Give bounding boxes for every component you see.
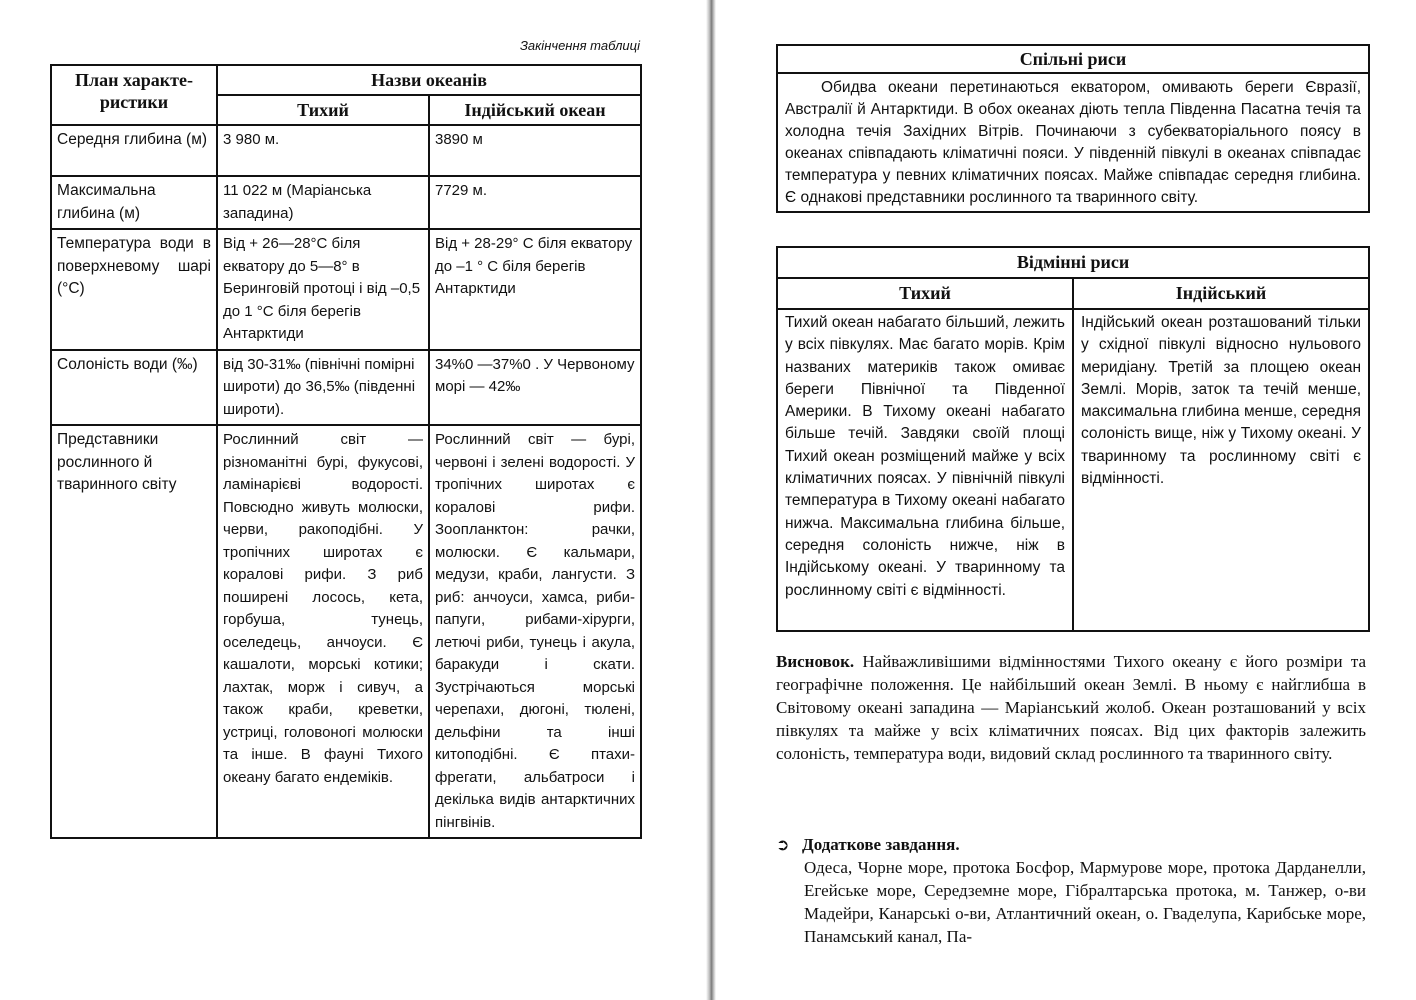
- common-features-box: [776, 44, 1370, 213]
- extra-task: [776, 833, 1366, 948]
- row-indian-value: Рослинний світ — бурі, червоні і зелені водорості. У тропічних широтах є коралові рифи. Зоопланктон: рачки, молюски. Є кальмари, медузи, краби, лангусти. З риб: анчоуси, хамса, риби-папуги, рибами-хірурги, летючі риби, тунець і акула, баракуди і скати. Зустрічаються морські черепахи, дюгоні, тюлені, дельфіни та інші китоподібні. Є птахи-фрегати, альбатроси і декілька видів антарктичних пінгвінів.: [429, 425, 641, 838]
- row-pacific-value: Рослинний світ — різноманітні бурі, фукусові, ламінарієві водорості. Повсюдно живуть молюски, черви, ракоподібні. У тропічних широтах є коралові рифи. З риб поширені лосось, кета, горбуша, тунець, оселедець, анчоуси. Є кашалоти, морські котики; лахтак, морж і сивуч, а також краби, креветки, устриці, головоногі молюски та інше. В фауні Тихого океану багато ендеміків.: [217, 425, 429, 838]
- common-features-title: Спільні риси: [778, 46, 1368, 74]
- row-feature: Солоність води (‰): [51, 350, 217, 426]
- header-ocean-names: Назви океанів: [217, 65, 641, 95]
- continuation-note: Закінчення таблиці: [519, 38, 640, 53]
- row-pacific-value: Від + 26—28°С біля екватору до 5—8° в Беринговій протоці і від –0,5 до 1 °С біля берегів Антарктиди: [217, 229, 429, 350]
- header-pacific: Тихий: [217, 95, 429, 125]
- row-feature: Максимальна глибина (м): [51, 176, 217, 229]
- row-pacific-value: 11 022 м (Маріанська западина): [217, 176, 429, 229]
- ocean-comparison-table: [50, 64, 642, 839]
- conclusion-text: Найважливішими відмінностями Тихого океану є його розміри та географічне положення. Це найбільший океан Землі. В ньому є найглибша в Світовому океані западина — Маріанський жолоб. Океан розташований у всіх півкулях та майже у всіх кліматичних поясах. Від цих факторів залежить солоність, температура води, видовий склад рослинного та тваринного світу.: [776, 652, 1367, 763]
- row-indian-value: 7729 м.: [429, 176, 641, 229]
- table-row: [51, 125, 641, 176]
- differences-pacific-text: Тихий океан набагато більший, лежить у всіх півкулях. Має багато морів. Крім названих материків також омиває береги Північної та Південної Америки. В Тихому океані набагато більше течій. Завдяки своїй площі Тихий океан розміщений майже у всіх кліматичних поясах. У північній півкулі температура в Тихому океані набагато нижча. Максимальна глибина більше, середня солоність нижче, ніж в Індійському океані. У тваринному та рослинному світі є відмінності.: [777, 309, 1073, 631]
- differences-title: Відмінні риси: [777, 247, 1369, 278]
- extra-task-text: Одеса, Чорне море, протока Босфор, Мармурове море, протока Дарданелли, Егейське море, Середземне море, Гібралтарська протока, м. Танжер, о-ви Мадейри, Канарські о-ви, Атлантичний океан, о. Гваделупа, Карибське море, Панамський канал, Па-: [804, 858, 1366, 946]
- row-indian-value: 3890 м: [429, 125, 641, 176]
- table-row: [51, 176, 641, 229]
- header-indian: Індійський океан: [429, 95, 641, 125]
- header-plan: План характе-ристики: [51, 65, 217, 125]
- differences-header-pacific: Тихий: [777, 278, 1073, 309]
- differences-header-indian: Індійський: [1073, 278, 1369, 309]
- table-row: [51, 350, 641, 426]
- common-features-text: Обидва океани перетинаються екватором, омивають береги Євразії, Австралії й Антарктиди. В обох океанах діють тепла Південна Пасатна течія та холодна течія Західних Вітрів. Починаючи з субекваторіального поясу в океанах співпадають кліматичні пояси. У південній півкулі в океанах співпадає температура у певних кліматичних поясах. Майже співпадає середня глибина. Є однакові представники рослинного та тваринного світу.: [785, 79, 1361, 206]
- table-row: [51, 425, 641, 838]
- differences-indian-text: Індійський океан розташований тільки у східної півкулі відносно нульового меридіану. Третій за площею океан Землі. Морів, заток та течій менше, максимальна глибина менше, середня солоність вище, ніж у Тихому океані. У тваринному та рослинному світі є відмінності.: [1073, 309, 1369, 631]
- row-indian-value: Від + 28-29° С біля екватору до –1 ° С біля берегів Антарктиди: [429, 229, 641, 350]
- book-gutter: [706, 0, 716, 1000]
- row-pacific-value: від 30-31‰ (північні помірні широти) до 36,5‰ (південні широти).: [217, 350, 429, 426]
- table-row: [51, 229, 641, 350]
- row-pacific-value: 3 980 м.: [217, 125, 429, 176]
- row-feature: Середня глибина (м): [51, 125, 217, 176]
- differences-table: [776, 246, 1370, 632]
- extra-task-heading: Додаткове завдання.: [802, 835, 960, 854]
- conclusion-label: Висновок.: [776, 652, 855, 671]
- row-feature: Представники рослинного й тваринного світу: [51, 425, 217, 838]
- arrow-bullet-icon: ➲: [776, 835, 790, 854]
- row-feature: Температура води в поверхневому шарі (°С): [51, 229, 217, 350]
- conclusion-paragraph: [776, 650, 1366, 765]
- row-indian-value: 34%0 —37%0 . У Червоному морі — 42‰: [429, 350, 641, 426]
